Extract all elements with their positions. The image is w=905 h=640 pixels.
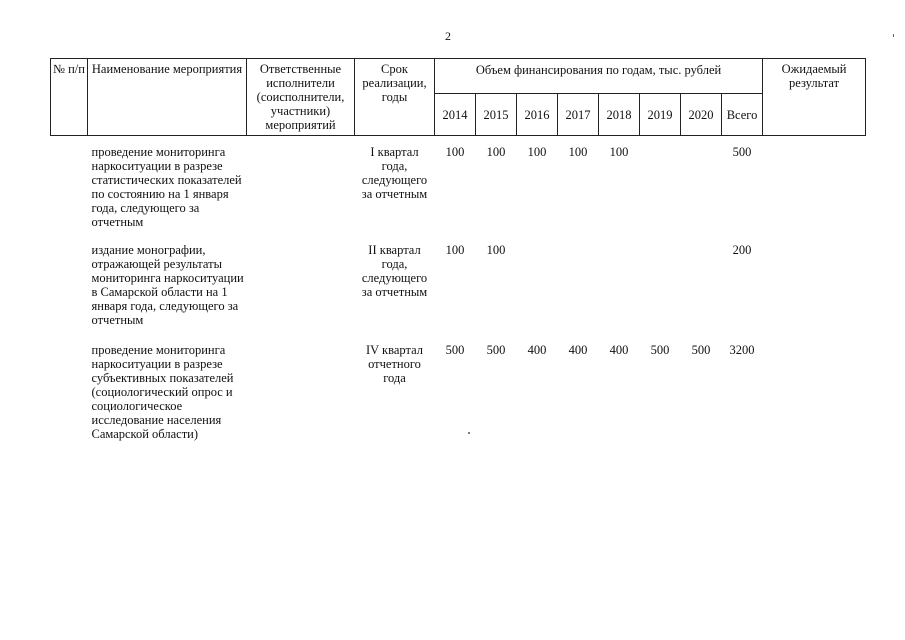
header-year-2016: 2016 [517,94,558,136]
value-total: 200 [732,243,752,257]
table-row [51,235,866,333]
result-cell [763,333,866,441]
value-2015: 500 [486,343,506,357]
value-2014: 100 [445,243,465,257]
activity-name: издание монографии, отражающей результаты мониторинга наркоситуации в Самарской области на 1 января года, следующего за отчетным [91,243,244,327]
row-num [51,333,88,441]
term-cell: IV квартал отчетного года [365,343,424,385]
value-2014: 500 [445,343,465,357]
header-financing: Объем финансирования по годам, тыс. рублей [435,59,763,94]
value-2015: 100 [486,243,506,257]
header-year-2018: 2018 [599,94,640,136]
value-2016: 100 [527,145,547,159]
header-year-2017: 2017 [558,94,599,136]
header-year-2019: 2019 [640,94,681,136]
value-2019 [640,136,681,236]
term-cell: II квартал года, следующего за отчетным [361,243,428,299]
responsible-cell [247,136,355,236]
value-2018: 400 [609,343,629,357]
value-2019 [640,235,681,333]
result-cell [763,136,866,236]
header-row [51,59,866,94]
result-cell [763,235,866,333]
table-row [51,333,866,441]
scan-speck [468,432,470,434]
header-year-2014: 2014 [435,94,476,136]
header-responsible: Ответственные исполнители (соисполнители, участники) мероприятий [247,59,355,136]
value-2015: 100 [486,145,506,159]
value-2020 [681,136,722,236]
activity-name: проведение мониторинга наркоситуации в разрезе субъективных показателей (социологический опрос и социологическое исследование населения Самарской области) [91,343,234,441]
header-num: № п/п [51,59,88,136]
value-2020 [681,235,722,333]
term-cell: I квартал года, следующего за отчетным [361,145,428,201]
table-row [51,136,866,236]
value-2016 [517,235,558,333]
value-2014: 100 [445,145,465,159]
value-2017: 100 [568,145,588,159]
value-2020: 500 [691,343,711,357]
row-num [51,136,88,236]
header-name: Наименование мероприятия [88,59,247,136]
header-term: Срок реализации, годы [355,59,435,136]
header-year-2020: 2020 [681,94,722,136]
value-2017 [558,235,599,333]
value-2018 [599,235,640,333]
value-2019: 500 [650,343,670,357]
row-num [51,235,88,333]
header-result: Ожидаемый результат [763,59,866,136]
activity-name: проведение мониторинга наркоситуации в разрезе статистических показателей по состоянию на 1 января года, следующего за отчетным [91,145,242,229]
scan-speck [893,34,894,37]
responsible-cell [247,235,355,333]
page-number: 2 [445,29,451,43]
value-total: 3200 [729,343,755,357]
header-year-2015: 2015 [476,94,517,136]
value-2017: 400 [568,343,588,357]
value-2016: 400 [527,343,547,357]
responsible-cell [247,333,355,441]
value-2018: 100 [609,145,629,159]
header-total: Всего [722,94,763,136]
value-total: 500 [732,145,752,159]
activities-table [50,58,866,441]
